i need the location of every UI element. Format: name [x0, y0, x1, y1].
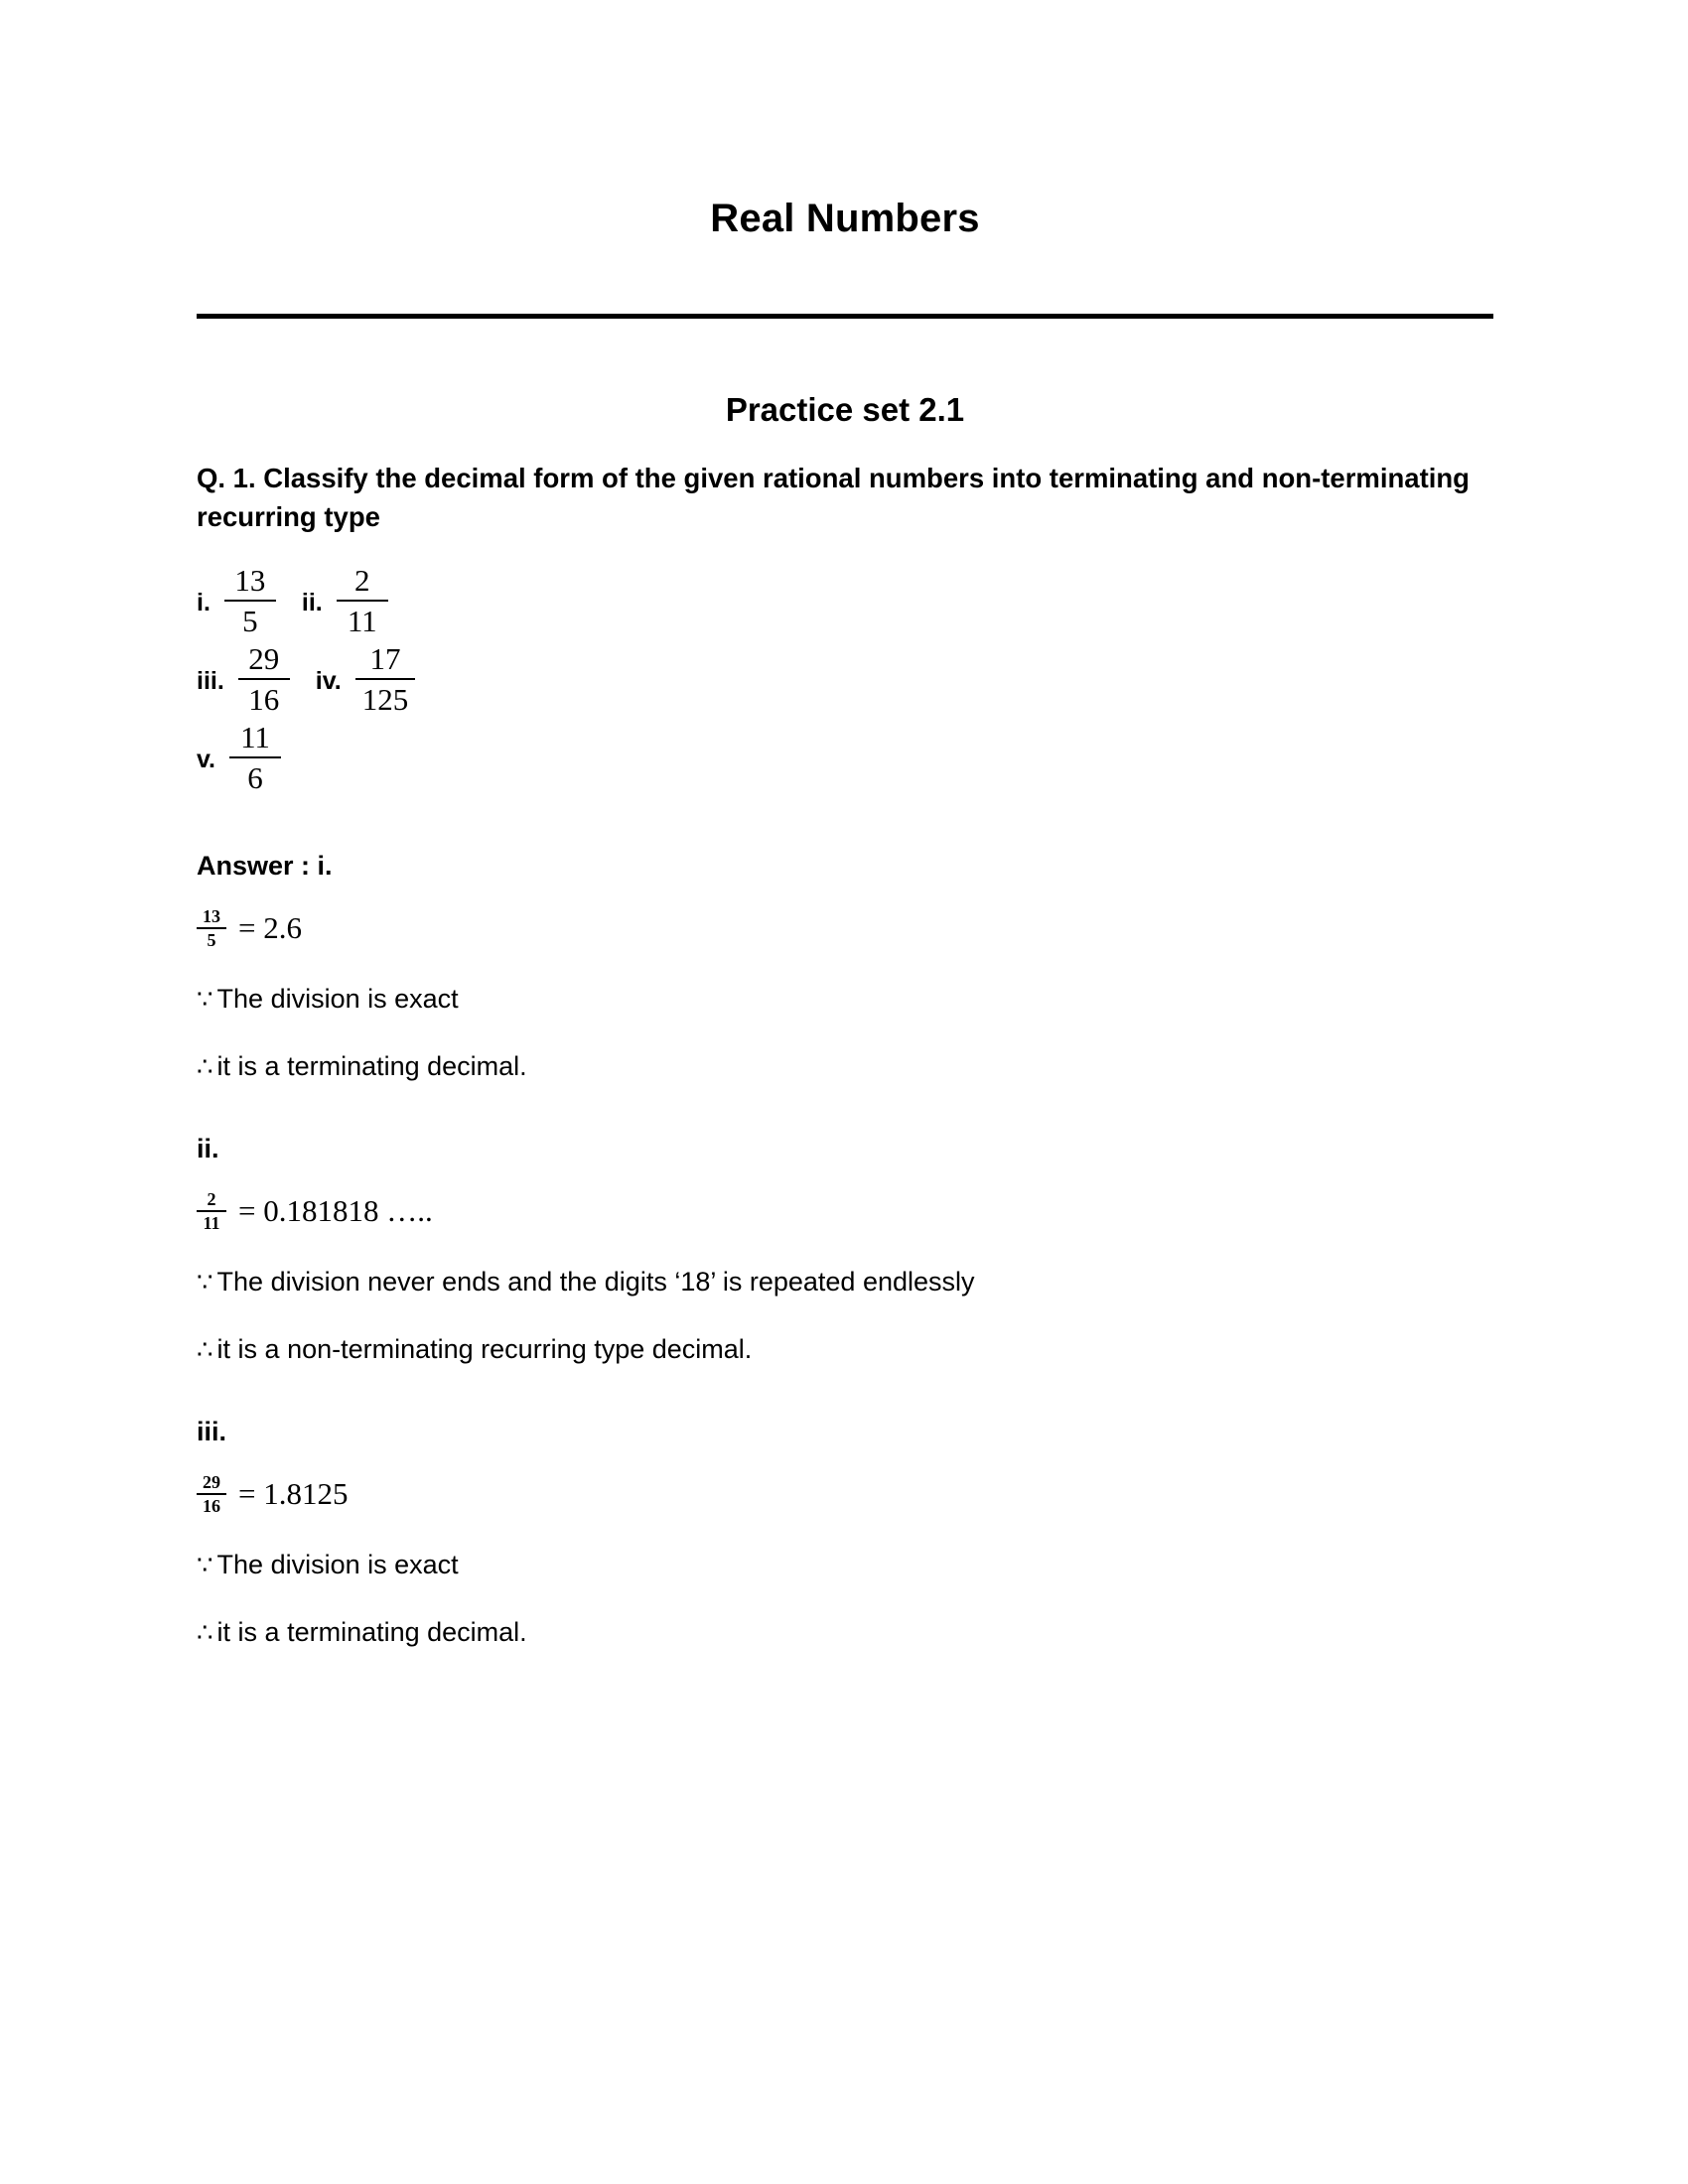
equation-iii — [197, 1447, 1493, 1515]
question-text: Q. 1. Classify the decimal form of the given rational numbers into terminating and non-terminating recurring type — [197, 462, 1470, 532]
therefore-text: it is a terminating decimal. — [216, 1050, 527, 1081]
title-divider — [197, 314, 1493, 319]
fraction-numerator: 17 — [369, 640, 401, 676]
fraction-2-11 — [337, 564, 388, 638]
item-label-ii: ii. — [301, 588, 323, 616]
therefore-statement-ii — [197, 1299, 1493, 1367]
equation-result: = 0.181818 ….. — [238, 1192, 433, 1228]
fraction-bar — [229, 756, 281, 758]
fraction-29-16-small — [197, 1473, 226, 1515]
item-label-v: v. — [197, 745, 215, 773]
fraction-numerator: 2 — [207, 1188, 216, 1209]
answer-heading-i: Answer : i. — [197, 850, 333, 881]
therefore-icon: ∴ — [197, 1051, 213, 1081]
fraction-denominator: 5 — [242, 604, 258, 639]
therefore-icon: ∴ — [197, 1617, 213, 1647]
fraction-2-11-small — [197, 1190, 226, 1232]
because-statement-i — [197, 949, 1493, 1017]
fraction-bar — [238, 678, 290, 680]
fraction-denominator: 6 — [247, 760, 263, 796]
therefore-statement-iii — [197, 1582, 1493, 1650]
therefore-icon: ∴ — [197, 1334, 213, 1364]
page-title: Real Numbers — [710, 197, 980, 240]
fraction-13-5-small — [197, 907, 226, 949]
fraction-bar — [355, 678, 416, 680]
section-heading: Practice set 2.1 — [725, 391, 965, 428]
therefore-text: it is a non-terminating recurring type decimal. — [216, 1333, 753, 1364]
equation-i — [197, 882, 1493, 949]
because-icon: ∵ — [197, 1267, 213, 1297]
fraction-numerator: 11 — [240, 719, 270, 754]
fraction-row — [197, 564, 1493, 638]
equation-result: = 1.8125 — [238, 1475, 349, 1511]
because-text: The division never ends and the digits ‘18’ is repeated endlessly — [216, 1266, 975, 1297]
fraction-11-6 — [229, 721, 281, 795]
fraction-denominator: 125 — [361, 682, 409, 718]
because-statement-iii — [197, 1515, 1493, 1582]
item-label-iii: iii. — [197, 666, 224, 695]
answer-heading-iii: iii. — [197, 1416, 227, 1446]
equation-ii — [197, 1164, 1493, 1232]
fraction-denominator: 16 — [203, 1495, 220, 1516]
fraction-denominator: 11 — [203, 1212, 220, 1233]
fraction-bar — [224, 600, 276, 602]
fraction-numerator: 13 — [234, 562, 266, 598]
fraction-numerator: 13 — [203, 905, 220, 926]
because-text: The division is exact — [216, 983, 459, 1014]
because-icon: ∵ — [197, 984, 213, 1014]
item-label-iv: iv. — [315, 666, 342, 695]
fraction-denominator: 11 — [347, 604, 377, 639]
fraction-numerator: 29 — [248, 640, 280, 676]
fraction-row — [197, 642, 1493, 717]
therefore-text: it is a terminating decimal. — [216, 1616, 527, 1647]
page-content — [197, 0, 1493, 1650]
because-icon: ∵ — [197, 1550, 213, 1579]
fraction-17-125 — [355, 642, 416, 717]
fraction-bar — [337, 600, 388, 602]
item-label-i: i. — [197, 588, 211, 616]
fraction-denominator: 16 — [248, 682, 280, 718]
answer-heading-ii: ii. — [197, 1133, 219, 1163]
fraction-13-5 — [224, 564, 276, 638]
because-statement-ii — [197, 1232, 1493, 1299]
fraction-29-16 — [238, 642, 290, 717]
fraction-numerator: 29 — [203, 1471, 220, 1492]
fraction-numerator: 2 — [354, 562, 370, 598]
because-text: The division is exact — [216, 1549, 459, 1579]
equation-result: = 2.6 — [238, 909, 302, 945]
therefore-statement-i — [197, 1017, 1493, 1084]
fraction-row — [197, 721, 1493, 795]
fraction-denominator: 5 — [207, 929, 216, 950]
question-fraction-list — [197, 536, 1493, 795]
